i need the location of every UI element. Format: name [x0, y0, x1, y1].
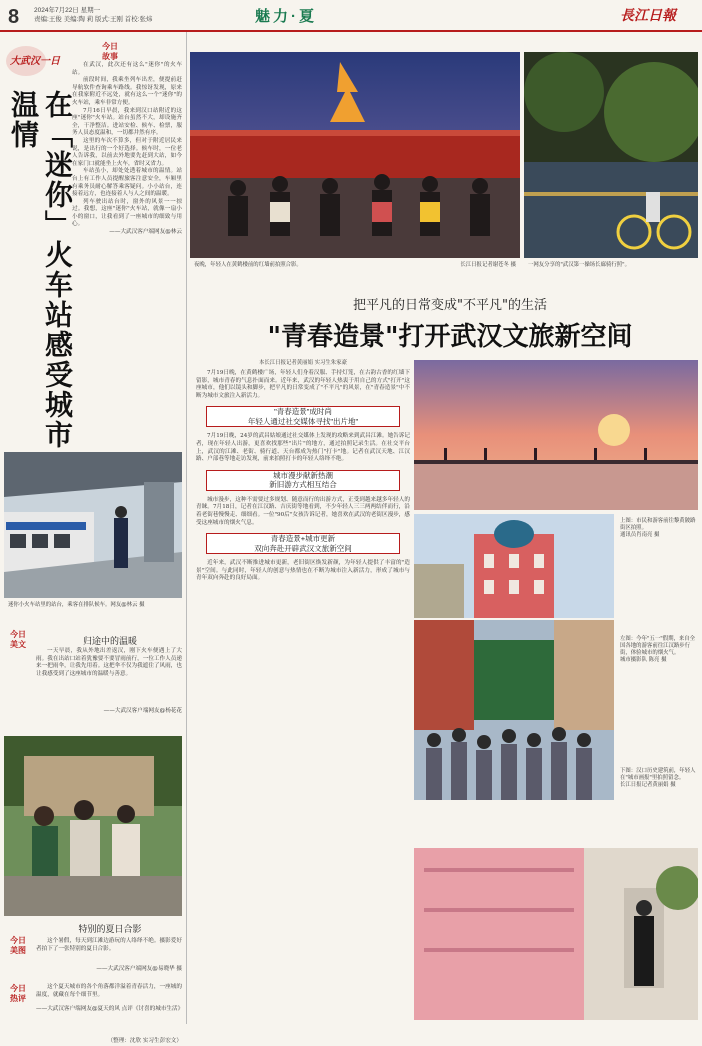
- intro-paragraph: 列车驶出站台时，窗外的风景一一掠过。我想，这座"迷你"火车站，就像一扇小小的窗口，让我看到了一座城市的细致与用心。: [72, 198, 182, 228]
- date-line: 2024年7月22日 星期一: [34, 7, 101, 14]
- article-paragraph: 城市漫步，这种不需要过多规划、随意而行的出游方式，正受到越来越多年轻人的青睐。7月18日，记者在江汉路、吉庆街等地看到，不少年轻人三三两两结伴而行，沿着老街巷慢慢走、细细看。一位"90后"女孩告诉记者，她喜欢在武汉的老街区漫步，感受这座城市的烟火气息。: [196, 496, 410, 526]
- footer-note: （整理：沈欣 实习生彭宏文）: [107, 1038, 182, 1044]
- photo-top2-caption: 一网友分享的"武汉第一操场长廊骑行照"。: [528, 262, 630, 268]
- subhead-1: "青春造景"成时尚 年轻人通过社交媒体寻找"出片地": [206, 406, 400, 427]
- historic-building-photo: [414, 514, 614, 618]
- masthead-logo: 長江日報: [620, 8, 676, 24]
- story3-credit: ——大武汉客户端网友@易晓华 摄: [96, 966, 182, 972]
- left-column: [0, 32, 187, 1044]
- article-column: [196, 360, 410, 583]
- photo2-caption: 特别的夏日合影: [78, 924, 142, 934]
- story2-credit: ——大武汉客户端网友@杨花花: [103, 708, 182, 714]
- intro-paragraph: 前段时间，我乘坐列车出差，便提前赶导航软件查询乘车路线。我惊讶发现，原来在我家附近不远处，就有这么一个"迷你"的火车站，乘车非常方便。: [72, 77, 182, 106]
- story2-text: 一天早晨，我从外地出差返汉，刚下火车便遇上了大雨。我在出站口站着犹豫要不要冒雨前行，一位工作人员递来一把雨伞，让我先用着。这把伞不仅为我遮住了风雨，也让我感受到了这座城市的温暖与善意。: [36, 648, 182, 677]
- historic-facade-photo: [414, 848, 698, 1020]
- kicker: 把平凡的日常变成"不平凡"的生活: [353, 298, 547, 313]
- right-caption-2: 左图：今年"五一"假期，来自全国各地的游客前往江汉路步行街，体验城市的烟火气。 城市摄影队 陈亮 摄: [620, 636, 696, 663]
- sunset-lake-photo: [414, 360, 698, 510]
- page-header: [0, 0, 702, 32]
- column-logo: 大武汉一日: [6, 46, 68, 76]
- story4-text: 这个夏天城市的各个角落都洋溢着青春活力，一座城的温度，就藏在每个细节里。: [36, 984, 182, 998]
- main-headline: "青春造景"打开武汉文旅新空间: [267, 322, 633, 352]
- train-station-photo: [4, 452, 182, 598]
- header-info: [34, 6, 174, 24]
- today-hot-tag: 今日 热评: [10, 984, 26, 1003]
- today-story-tag: 今日 故事: [102, 42, 118, 61]
- intro-paragraph: 车站虽小，却处处透着城市的温情。站台上有工作人员提醒旅客注意安全，车厢里有乘务员耐心解答乘客疑问。小小站台，连接着远方，也连接着人与人之间的温暖。: [72, 168, 182, 198]
- photo1-caption: 迷你小火车站里的站台，乘客在排队候车。网友@林云 摄: [8, 602, 145, 608]
- headline-block: [6, 90, 74, 450]
- subhead-2: 城市漫步献新热潮 新旧游方式相互结合: [206, 470, 400, 491]
- headline: 在「迷你」火车站感受城市温情: [7, 90, 74, 450]
- intro-paragraph: 在武汉，此次还有这么"迷你"的火车站。: [72, 62, 182, 76]
- article-paragraph: 7月19日晚，在黄鹤楼广场，年轻人们身着汉服、手持灯笼，在古韵古香的红墙下留影，城市青春的气息扑面而来。近年来，武汉的年轻人热衷于用自己的方式"打开"这座城市，他们以镜头和脚步，把平凡的日常变成了"不平凡"的风景，在"青春造景"中不断为城市文旅注入新活力。: [196, 370, 410, 399]
- crowd-street-photo: [414, 620, 614, 800]
- photo-top1-caption: 夜晚，年轻人在黄鹤楼前的红墙前拍照合影。: [194, 262, 302, 268]
- page-number: 8: [8, 6, 20, 28]
- subhead-3: 青春造景+城市更新 双向奔赴开辟武汉文旅新空间: [206, 533, 400, 554]
- story4-credit: ——大武汉客户端网友@夏天的风 点评《讨喜的城市生活》: [36, 1006, 184, 1012]
- intro-paragraph: 7月16日早晨，我来到汉口站附近的这座"迷你"火车站。站台虽然不大，却设施齐全，干净整洁。进站安检、候车、检票，服务人员态度温和，一切都井然有序。: [72, 107, 182, 137]
- right-caption-1: 上图：市民和游客前往黎黄陂路街区拍照。 通讯员肖南亮 摄: [620, 518, 696, 538]
- summer-group-photo: [4, 736, 182, 916]
- intro-paragraph: 这里的车次不算多，但对于附近居民来说，是出行的一个好选择。候车时，一位老人告诉我，以前去外地要先赶到大站，如今在家门口就能坐上火车，省时又省力。: [72, 137, 182, 167]
- story3-text: 这个暑假，每天到江滩边游玩的人络绎不绝。摄影爱好者拍下了一张特别的夏日合影。: [36, 938, 182, 952]
- right-caption-3: 下图：汉口历史建筑前，年轻人在"城市画报"里拍照留念。 长江日报记者黄丽娟 摄: [620, 768, 696, 788]
- section-title: 魅力·夏: [255, 8, 317, 25]
- cycling-corridor-photo: [524, 52, 698, 258]
- byline: 本长江日报记者黄丽娟 实习生朱家豪: [259, 360, 347, 366]
- today-photo-tag: 今日 美图: [10, 936, 26, 955]
- photo-top1-credit: 长江日报记者谢苍冬 摄: [460, 262, 516, 268]
- article-paragraph: 7月19日晚，24岁的武昌姑娘通过社交媒体上发现的攻略来到武昌江滩。她告诉记者，现在年轻人出游，更喜欢找那些"出片"的地方，通过拍照记录生活。在社交平台上，武汉的江滩、老街、骑行道、天台都成为热门"打卡"地。记者在武汉天地、江汉路、户部巷等地走访发现，前来拍照打卡的年轻人络绎不绝。: [196, 433, 410, 463]
- yellow-crane-tower-photo: [190, 52, 520, 258]
- today-beauty-tag: 今日 美文: [10, 630, 26, 649]
- editors-line: 责编:王俊 美编:陶 莉 版式:王刚 首校:张炜: [34, 16, 153, 23]
- intro-credit: ——大武汉客户端网友@林云: [109, 229, 182, 236]
- article-paragraph: 近年来，武汉不断推进城市更新，老旧街区焕发新颜，为年轻人提供了丰富的"造景"空间。与此同时，年轻人的创意与热情也在不断为城市注入新活力，形成了城市与青年双向奔赴的良好局面。: [196, 560, 410, 582]
- intro-article: [72, 62, 182, 237]
- story2-title: 归途中的温暖: [82, 636, 137, 646]
